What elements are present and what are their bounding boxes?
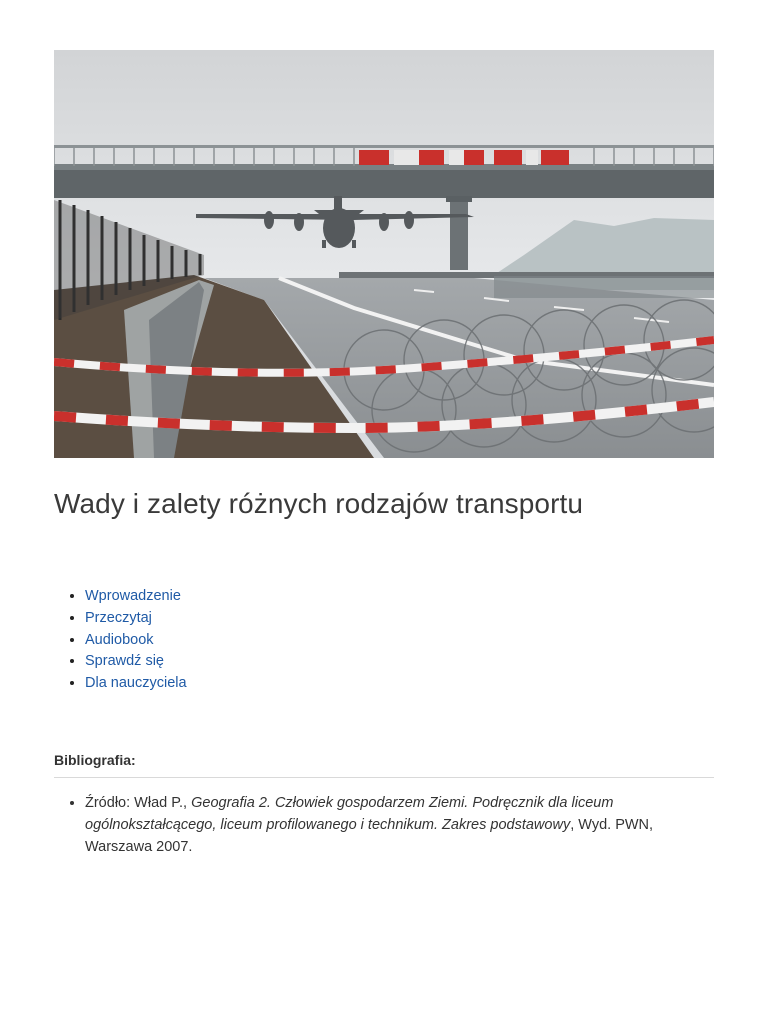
page-title: Wady i zalety różnych rodzajów transportu [54,488,584,519]
hero-image [54,50,714,458]
bibliography-publisher: , Wyd. PWN, Warszawa 2007. [85,817,654,855]
nav-link-audiobook[interactable]: Audiobook [85,631,154,648]
bibliography-author: Źródło: Wład P., [85,795,192,811]
nav-item [85,651,187,673]
nav-item [85,608,187,630]
bibliography-title: Geografia 2. Człowiek gospodarzem Ziemi. Podręcznik dla liceum ogólnokształcącego, liceum profilowanego i technikum. Zakres podstawowy [85,795,614,833]
bibliography-list [54,792,714,858]
nav-item [85,673,187,695]
nav-link-wprowadzenie[interactable]: Wprowadzenie [85,588,181,604]
section-nav [54,586,187,695]
bibliography-heading: Bibliografia: [54,752,136,768]
nav-item [85,586,187,608]
divider [54,777,714,778]
nav-link-dla-nauczyciela[interactable]: Dla nauczyciela [85,675,187,692]
nav-link-sprawdz-sie[interactable]: Sprawdź się [85,653,164,670]
bibliography-entry [85,792,714,858]
nav-item [85,630,187,652]
nav-link-przeczytaj[interactable]: Przeczytaj [85,609,152,626]
hero-photo-illustration [54,50,714,458]
